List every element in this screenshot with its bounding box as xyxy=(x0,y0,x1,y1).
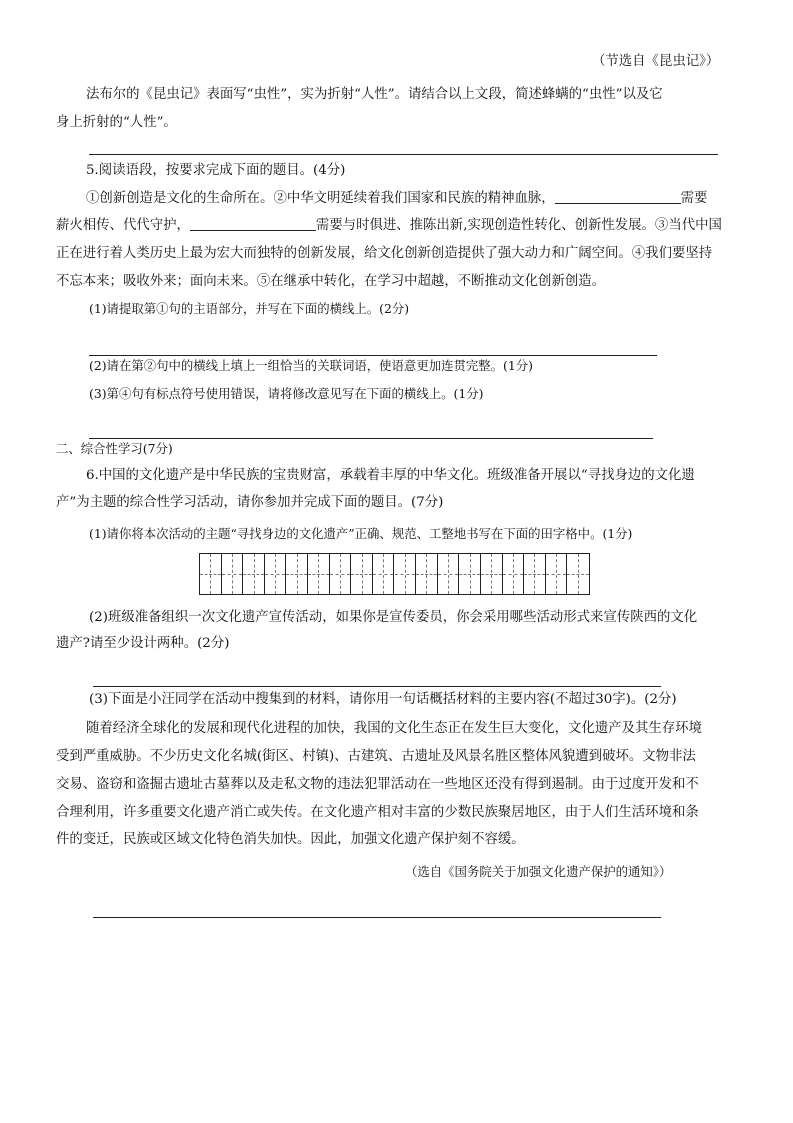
q5-passage-line2-b: 需要与时俱进、推陈出新,实现创造性转化、创新性发展。③当代中国 xyxy=(315,218,722,233)
q5-passage-line4: 不忘本来；吸收外来；面向未来。⑤在继承中转化，在学习中超越，不断推动文化创新创造。 xyxy=(56,274,606,289)
cell-guide-vertical xyxy=(491,554,492,594)
tianzige-cell[interactable] xyxy=(200,554,222,594)
q6-sub1: (1)请你将本次活动的主题“寻找身边的文化遗产”正确、规范、工整地书写在下面的田字格中。(1分) xyxy=(89,526,633,541)
tianzige-cell[interactable] xyxy=(524,554,546,594)
q5-sub1: (1)请提取第①句的主语部分，并写在下面的横线上。(2分) xyxy=(89,301,410,316)
tianzige-cell[interactable] xyxy=(243,554,265,594)
q5-blank-2[interactable] xyxy=(190,216,316,231)
cell-guide-vertical xyxy=(578,554,579,594)
q6-sub2-line1: (2)班级准备组织一次文化遗产宣传活动，如果你是宣传委员，你会采用哪些活动形式来宣传陕西的文化 xyxy=(89,610,698,625)
tianzige-cell[interactable] xyxy=(567,554,589,594)
cell-guide-vertical xyxy=(513,554,514,594)
tianzige-cell[interactable] xyxy=(286,554,308,594)
q5-passage-line3: 正在进行着人类历史上最为宏大而独特的创新发展，给文化创新创造提供了强大动力和广阔空间。④我们要坚持 xyxy=(56,246,713,261)
q5-sub3: (3)第④句有标点符号使用错误，请将修改意见写在下面的横线上。(1分) xyxy=(89,386,484,401)
q5-passage-line1-b: 需要 xyxy=(680,191,708,206)
tianzige-cell[interactable] xyxy=(265,554,287,594)
q6-material-line3: 交易、盗窃和盗掘古遗址古墓葬以及走私文物的违法犯罪活动在一些地区还没有得到遏制。由于过度开发和不 xyxy=(56,777,699,792)
tianzige-writing-grid[interactable] xyxy=(199,553,590,595)
cell-guide-vertical xyxy=(254,554,255,594)
q6-material-line2: 受到严重威胁。不少历史文化名城(街区、村镇)、古建筑、古遗址及风景名胜区整体风貌遭到破坏。文物非法 xyxy=(56,749,696,764)
q5-passage-line2-a: 薪火相传、代代守护， xyxy=(56,218,190,233)
tianzige-cell[interactable] xyxy=(395,554,417,594)
q5-passage-line1-a: ①创新创造是文化的生命所在。②中华文明延续着我们国家和民族的精神血脉， xyxy=(86,191,555,206)
q5-title: 5.阅读语段，按要求完成下面的题目。(4分) xyxy=(86,163,346,178)
q5-passage-line2 xyxy=(56,216,722,236)
cell-guide-vertical xyxy=(448,554,449,594)
tianzige-cell[interactable] xyxy=(351,554,373,594)
tianzige-cell[interactable] xyxy=(373,554,395,594)
q6-prompt-line1: 6.中国的文化遗产是中华民族的宝贵财富，承载着丰厚的中华文化。班级准备开展以“寻找身边的文化遗 xyxy=(86,468,695,483)
q4-prompt-line2: 身上折射的“人性”。 xyxy=(56,115,177,130)
cell-guide-vertical xyxy=(340,554,341,594)
tianzige-cell[interactable] xyxy=(459,554,481,594)
cell-guide-vertical xyxy=(318,554,319,594)
q4-answer-line[interactable] xyxy=(89,154,718,155)
cell-guide-vertical xyxy=(275,554,276,594)
q6-sub2-line2: 遗产?请至少设计两种。(2分) xyxy=(56,636,230,651)
q6-material-line4: 合理利用，许多重要文化遗产消亡或失传。在文化遗产相对丰富的少数民族聚居地区，由于人们生活环境和条 xyxy=(56,805,699,820)
cell-guide-vertical xyxy=(383,554,384,594)
section2-heading: 二、综合性学习(7分) xyxy=(56,441,173,456)
q6-material-line1: 随着经济全球化的发展和现代化进程的加快，我国的文化生态正在发生巨大变化，文化遗产及其生存环境 xyxy=(86,721,702,736)
q4-prompt-line1: 法布尔的《昆虫记》表面写“虫性”，实为折射“人性”。请结合以上文段，简述蜂螨的“虫性”以及它 xyxy=(86,87,663,102)
cell-guide-vertical xyxy=(297,554,298,594)
cell-guide-vertical xyxy=(426,554,427,594)
q5-sub3-answer-line[interactable] xyxy=(89,438,653,439)
tianzige-cell[interactable] xyxy=(416,554,438,594)
cell-guide-vertical xyxy=(405,554,406,594)
tianzige-cell[interactable] xyxy=(503,554,525,594)
q5-sub2: (2)请在第②句中的横线上填上一组恰当的关联词语，使语意更加连贯完整。(1分) xyxy=(89,358,533,373)
cell-guide-vertical xyxy=(210,554,211,594)
q6-material-source: （选自《国务院关于加强文化遗产保护的通知》） xyxy=(405,864,672,879)
tianzige-cell[interactable] xyxy=(438,554,460,594)
tianzige-cell[interactable] xyxy=(481,554,503,594)
cell-guide-vertical xyxy=(556,554,557,594)
tianzige-cell[interactable] xyxy=(330,554,352,594)
q5-passage-line1 xyxy=(86,189,707,209)
q6-sub3: (3)下面是小汪同学在活动中搜集到的材料，请你用一句话概括材料的主要内容(不超过30字)。(2分) xyxy=(89,692,677,707)
cell-guide-vertical xyxy=(470,554,471,594)
tianzige-cell[interactable] xyxy=(222,554,244,594)
cell-guide-vertical xyxy=(232,554,233,594)
cell-guide-vertical xyxy=(362,554,363,594)
q5-blank-1[interactable] xyxy=(555,189,681,204)
tianzige-cell[interactable] xyxy=(308,554,330,594)
q6-sub2-answer-line[interactable] xyxy=(93,686,661,687)
q6-prompt-line2: 产”为主题的综合性学习活动，请你参加并完成下面的题目。(7分) xyxy=(56,495,444,510)
tianzige-cell[interactable] xyxy=(546,554,568,594)
source-note: （节选自《昆虫记》） xyxy=(592,54,720,69)
q6-material-line5: 件的变迁，民族或区域文化特色消失加快。因此，加强文化遗产保护刻不容缓。 xyxy=(56,832,525,847)
q6-sub3-answer-line[interactable] xyxy=(93,917,661,918)
cell-guide-vertical xyxy=(534,554,535,594)
